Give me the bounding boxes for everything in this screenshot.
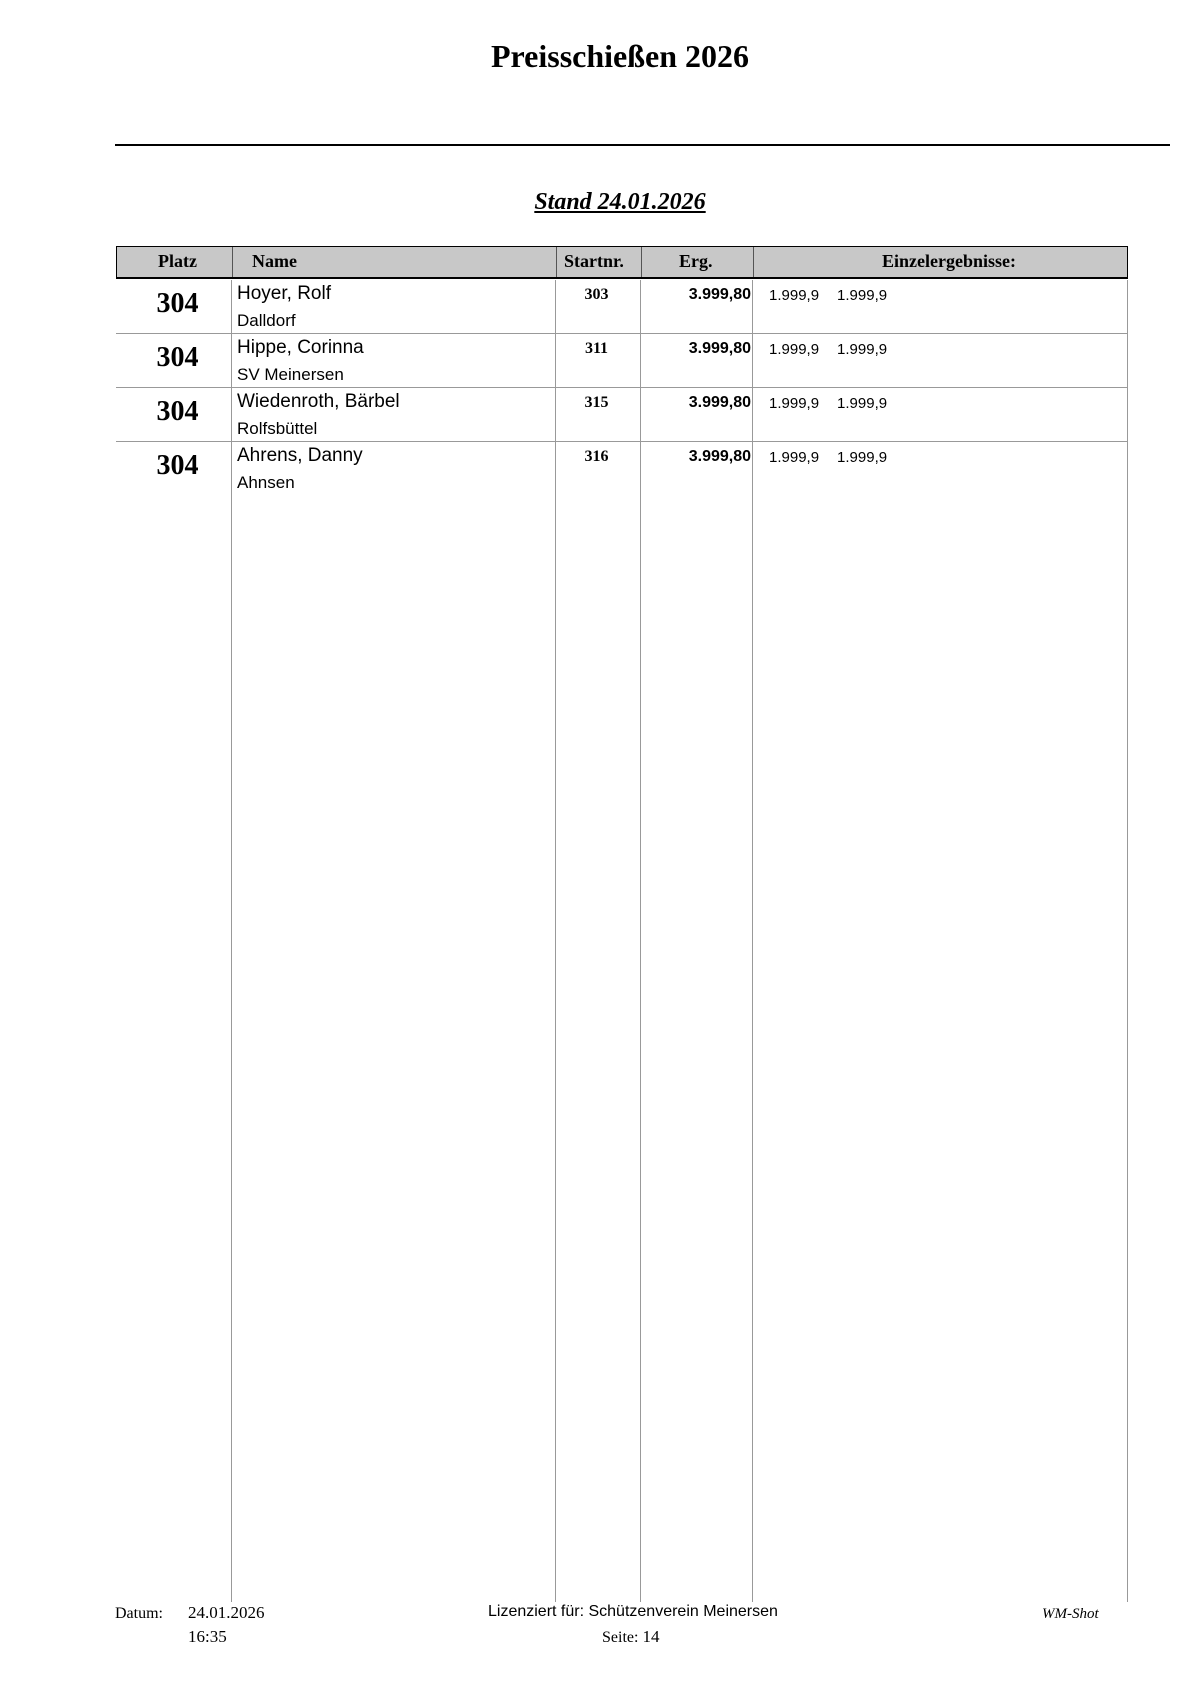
single-result: 1.999,9: [769, 341, 820, 358]
result-total: 3.999,80: [688, 340, 751, 357]
club-name: Rolfsbüttel: [237, 419, 318, 438]
table-row: [116, 280, 1128, 334]
single-result: 1.999,9: [769, 287, 820, 304]
result-total: 3.999,80: [688, 448, 751, 465]
single-result: 1.999,9: [837, 341, 888, 358]
platz-value: 304: [156, 396, 199, 427]
stand-date-heading: Stand 24.01.2026: [534, 189, 706, 215]
title-divider: [115, 144, 1170, 146]
single-results: [769, 341, 905, 358]
single-results: [769, 449, 905, 466]
header-platz: Platz: [158, 251, 197, 271]
single-results: [769, 287, 905, 304]
start-number: 303: [584, 286, 609, 303]
start-number: 311: [584, 340, 609, 357]
club-name: Ahnsen: [237, 473, 295, 492]
single-result: 1.999,9: [769, 395, 820, 412]
table-header: [116, 246, 1128, 279]
table-row: [116, 388, 1128, 442]
shooter-name: Hippe, Corinna: [237, 337, 364, 358]
page-title: Preisschießen 2026: [490, 38, 750, 74]
result-total: 3.999,80: [688, 286, 751, 303]
footer-page-number: 14: [642, 1627, 660, 1646]
single-result: 1.999,9: [837, 449, 888, 466]
single-result: 1.999,9: [837, 395, 888, 412]
header-einzelergebnisse: Einzelergebnisse:: [882, 251, 1016, 271]
start-number: 316: [584, 448, 609, 465]
result-total: 3.999,80: [688, 394, 751, 411]
footer-datum-label: Datum:: [115, 1605, 163, 1622]
club-name: SV Meinersen: [237, 365, 344, 384]
shooter-name: Hoyer, Rolf: [237, 283, 331, 304]
footer-time: 16:35: [188, 1627, 227, 1646]
platz-value: 304: [156, 288, 199, 319]
single-result: 1.999,9: [769, 449, 820, 466]
header-divider: [232, 247, 233, 277]
table-row: [116, 442, 1128, 496]
shooter-name: Wiedenroth, Bärbel: [237, 391, 400, 412]
header-name: Name: [252, 251, 297, 271]
footer-license: Lizenziert für: Schützenverein Meinersen: [488, 1603, 778, 1620]
header-erg: Erg.: [679, 251, 713, 271]
single-results: [769, 395, 905, 412]
header-divider: [556, 247, 557, 277]
start-number: 315: [584, 394, 609, 411]
club-name: Dalldorf: [237, 311, 296, 330]
single-result: 1.999,9: [837, 287, 888, 304]
platz-value: 304: [156, 342, 199, 373]
footer-page-label: Seite:: [602, 1629, 639, 1646]
header-startnr: Startnr.: [564, 251, 624, 271]
header-divider: [641, 247, 642, 277]
header-divider: [753, 247, 754, 277]
footer-date: 24.01.2026: [188, 1603, 265, 1622]
shooter-name: Ahrens, Danny: [237, 445, 363, 466]
footer-page: [602, 1627, 659, 1647]
table-row: [116, 334, 1128, 388]
footer-software: WM-Shot: [1042, 1606, 1099, 1622]
platz-value: 304: [156, 450, 199, 481]
